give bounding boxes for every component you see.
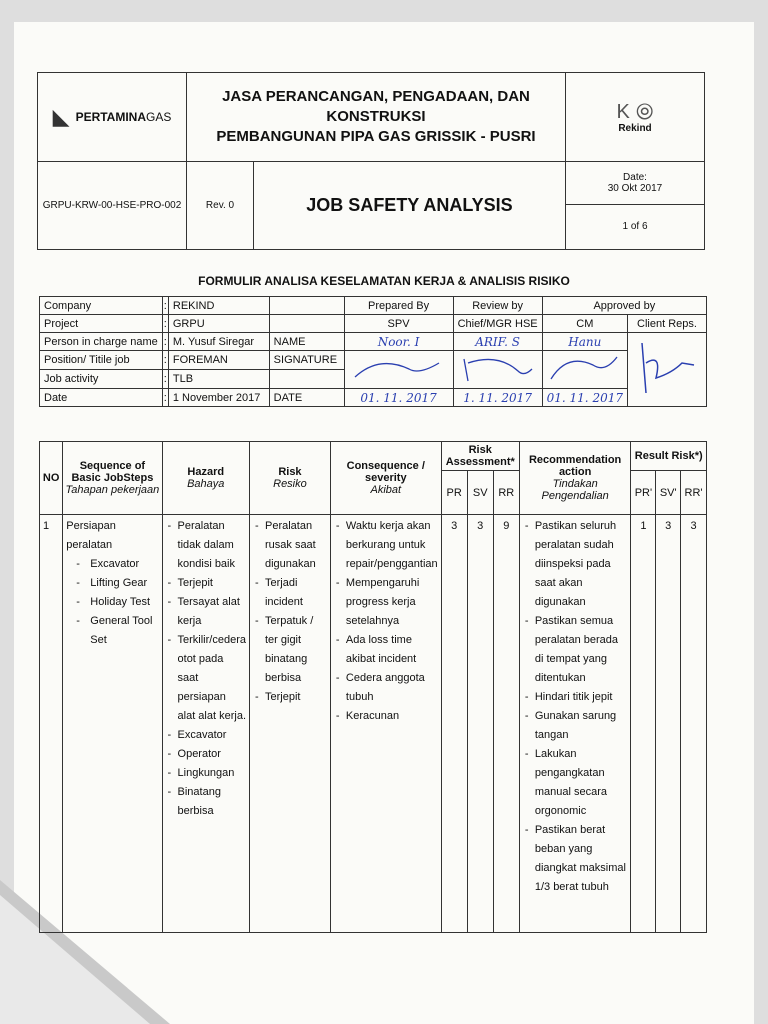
hazard-item: - Terjepit [166,574,246,593]
recommendation-item: - Lakukan pengangkatan manual secara orgonomic [523,745,628,821]
substep-item: - Holiday Test [66,593,158,612]
chief-sign-date: 1. 11. 2017 [463,390,532,405]
col-no: NO [40,442,63,515]
review-by-label: Review by [453,297,542,315]
recommendation-item: - Hindari titik jepit [523,688,628,707]
col-sv: SV [467,471,493,515]
row-recommendations [519,515,631,933]
col-recommendation: Recommendation action Tindakan Pengendalian [519,442,631,515]
substep-list [66,555,158,650]
hazard-item: - Tersayat alat kerja [166,593,246,631]
spv-name-handwritten: Noor. I [377,334,420,349]
row-pr: 3 [441,515,467,933]
row-consequences [330,515,441,933]
hazard-item: - Operator [166,745,246,764]
form-title: FORMULIR ANALISA KESELAMATAN KERJA & ANALISIS RISIKO [198,274,570,288]
consequence-item: - Keracunan [334,707,438,726]
hazard-item: - Lingkungan [166,764,246,783]
chief-signature [453,351,542,389]
row-rr2: 3 [681,515,707,933]
pertamina-mark-icon: ◣ [52,103,70,129]
recommendation-item: - Pastikan seluruh peralatan sudah diinspeksi pada saat akan digunakan [523,517,628,612]
cm-signature [542,351,627,389]
document-header [37,72,705,250]
project-value: GRPU [168,315,269,333]
risk-item: - Peralatan rusak saat digunakan [253,517,327,574]
spv-signature [344,351,453,389]
date-label: Date: [623,171,647,183]
client-signature-mark [632,333,702,403]
hazard-item: - Peralatan tidak dalam kondisi baik [166,517,246,574]
recommendation-item: - Pastikan berat beban yang diangkat maksimal 1/3 berat tubuh [523,821,628,897]
rekind-logo: K ⦾ Rekind [566,73,705,162]
chief-label: Chief/MGR HSE [453,315,542,333]
substep-item: - Lifting Gear [66,574,158,593]
row-pr2: 1 [631,515,656,933]
company-value: REKIND [168,297,269,315]
activity-value: TLB [168,370,269,389]
spv-sign-date: 01. 11. 2017 [360,390,437,405]
activity-label: Job activity [40,370,163,389]
risk-item: - Terjadi incident [253,574,327,612]
pic-value: M. Yusuf Siregar [168,333,269,351]
row-step: Persiapan peralatan - Excavator - Lifting Gear - Holiday Test - General Tool Set [63,515,162,933]
col-sv2: SV' [656,471,681,515]
col-rr: RR [493,471,519,515]
rekind-k-icon: K [616,100,630,123]
consequence-item: - Waktu kerja akan berkurang untuk repair/penggantian [334,517,438,574]
consequence-item: - Ada loss time akibat incident [334,631,438,669]
col-risk-assessment: Risk Assessment* [441,442,519,471]
row-no: 1 [40,515,63,933]
recommendation-item: - Gunakan sarung tangan [523,707,628,745]
name-label: NAME [269,333,344,351]
recommendation-item: - Pastikan semua peralatan berada di tempat yang ditentukan [523,612,628,688]
consequence-item: - Cedera anggota tubuh [334,669,438,707]
cm-label: CM [542,315,627,333]
risk-item: - Terjepit [253,688,327,707]
position-value: FOREMAN [168,351,269,370]
revision: Rev. 0 [187,161,254,250]
row-sv2: 3 [656,515,681,933]
cm-name-handwritten: Hanu [568,334,602,349]
row-rr: 9 [493,515,519,933]
chief-name-handwritten: ARIF. S [475,334,520,349]
hazard-item: - Terkilir/cedera otot pada saat persiapan alat alat kerja. [166,631,246,726]
row-risks [249,515,330,933]
signature-label: SIGNATURE [269,351,344,370]
table-row [40,515,707,933]
substep-item: - Excavator [66,555,158,574]
hazard-item: - Binatang berbisa [166,783,246,821]
project-label: Project [40,315,163,333]
prepared-by-label: Prepared By [344,297,453,315]
col-sequence: Sequence of Basic JobSteps Tahapan pekerjaan [63,442,162,515]
doc-title: JOB SAFETY ANALYSIS [254,161,566,250]
doc-number: GRPU-KRW-00-HSE-PRO-002 [38,161,187,250]
date-label: Date [40,389,163,407]
col-rr2: RR' [681,471,707,515]
page-number: 1 of 6 [622,220,648,232]
spv-label: SPV [344,315,453,333]
client-signature [627,333,706,407]
date2-label: DATE [269,389,344,407]
risk-item: - Terpatuk / ter gigit binatang berbisa [253,612,327,688]
hazard-item: - Excavator [166,726,246,745]
col-hazard: Hazard Bahaya [162,442,249,515]
date-value: 1 November 2017 [168,389,269,407]
contractor-logo-icon: ⦾ [635,99,654,125]
pic-label: Person in charge name [40,333,163,351]
consequence-item: - Mempengaruhi progress kerja setelahnya [334,574,438,631]
substep-item: - General Tool Set [66,612,158,650]
row-hazards [162,515,249,933]
col-consequence: Consequence / severity Akibat [330,442,441,515]
col-result-risk: Result Risk*) [631,442,707,471]
project-title: JASA PERANCANGAN, PENGADAAN, DAN KONSTRUKSI PEMBANGUNAN PIPA GAS GRISSIK - PUSRI [187,73,566,162]
col-pr2: PR' [631,471,656,515]
jsa-table [39,441,707,933]
approved-by-label: Approved by [542,297,706,315]
pertamina-logo: ◣ PERTAMINAGAS [38,73,187,162]
col-pr: PR [441,471,467,515]
client-label: Client Reps. [627,315,706,333]
date-value: 30 Okt 2017 [607,182,663,194]
cm-sign-date: 01. 11. 2017 [546,390,623,405]
company-label: Company [40,297,163,315]
row-sv: 3 [467,515,493,933]
position-label: Position/ Titile job [40,351,163,370]
info-table: Company : REKIND Prepared By Review by Approved by Project : GRPU SPV Chief/MGR HSE CM Client Reps. Person in charge name : M. Yusuf Siregar NAME Noor. I ARIF. S Hanu Position/ Titile job : FOREMAN SIGNATURE Job activity : TLB Date : 1 November 2017 DATE 01. 11. 2017 1. 11. 2017 01. 11. 2017 [39,296,707,407]
date-page-cell [566,161,705,250]
col-risk: Risk Resiko [249,442,330,515]
